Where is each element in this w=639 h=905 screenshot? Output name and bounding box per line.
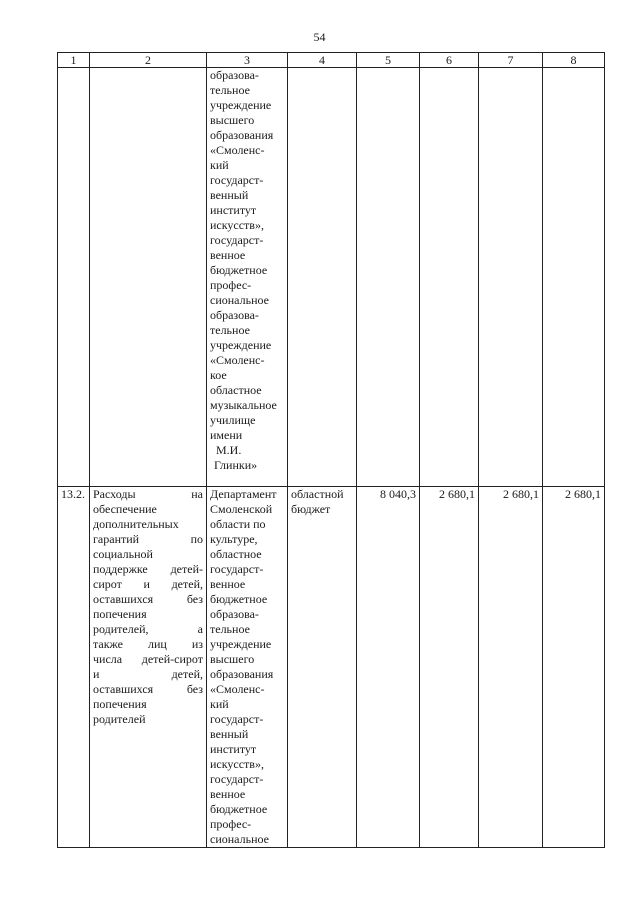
row-number-cell — [58, 68, 90, 487]
year1-cell: 2 680,1 — [420, 487, 479, 848]
text-line: оставшихся без — [93, 592, 203, 606]
year2-cell — [479, 68, 543, 487]
text-line: попечения — [93, 607, 147, 621]
text-line: поддержке детей- — [93, 562, 203, 576]
text-line: кий — [210, 158, 229, 172]
text-line: культуре, — [210, 532, 258, 546]
text-line: бюджетное — [210, 592, 268, 606]
text-line: тельное — [210, 622, 250, 636]
executor-cell — [207, 487, 288, 848]
text-line: институт — [210, 203, 257, 217]
page-number: 54 — [313, 30, 326, 44]
text-line: училище — [210, 413, 256, 427]
text-line: высшего — [210, 652, 255, 666]
year3-cell — [543, 68, 605, 487]
text-line: Департамент — [210, 487, 277, 501]
text-line: государст- — [210, 712, 264, 726]
text-line: венный — [210, 727, 249, 741]
year1-cell — [420, 68, 479, 487]
text-line: высшего — [210, 113, 255, 127]
text-line: родителей, а — [93, 622, 203, 636]
text-line: кое — [210, 368, 227, 382]
text-line: Расходы на — [93, 487, 203, 501]
text-line: областное — [210, 383, 262, 397]
text-line: кий — [210, 697, 229, 711]
text-line: искусств», — [210, 757, 264, 771]
text-line: гарантий по — [93, 532, 203, 546]
text-line: учреждение — [210, 637, 272, 651]
source-cell — [288, 487, 357, 848]
budget-table — [57, 52, 605, 848]
text-line: бюджетное — [210, 263, 268, 277]
text-line: венное — [210, 248, 246, 262]
column-header: 2 — [90, 53, 207, 68]
text-line: областное — [210, 547, 262, 561]
text-line: оставшихся без — [93, 682, 203, 696]
total-cell: 8 040,3 — [357, 487, 420, 848]
description-cell — [90, 487, 207, 848]
text-line: государст- — [210, 772, 264, 786]
text-line: учреждение — [210, 98, 272, 112]
row-number-cell: 13.2. — [58, 487, 90, 848]
table-row — [58, 68, 605, 487]
column-header: 6 — [420, 53, 479, 68]
text-line: государст- — [210, 173, 264, 187]
text-line: образования — [210, 667, 274, 681]
column-header: 8 — [543, 53, 605, 68]
text-line: тельное — [210, 83, 250, 97]
description-cell — [90, 68, 207, 487]
text-line: образова- — [210, 308, 259, 322]
text-line: венное — [210, 577, 246, 591]
text-line: образова- — [210, 607, 259, 621]
text-line: обеспечение — [93, 502, 157, 516]
text-line: «Смоленс- — [210, 143, 265, 157]
text-line: Глинки» — [214, 458, 258, 472]
text-line: попечения — [93, 697, 147, 711]
text-line: сиональное — [210, 832, 269, 846]
text-line: «Смоленс- — [210, 353, 265, 367]
text-line: также лиц из — [93, 637, 203, 651]
text-line: венный — [210, 188, 249, 202]
executor-cell — [207, 68, 288, 487]
text-line: М.И. — [216, 443, 242, 457]
text-line: профес- — [210, 278, 252, 292]
text-line: образования — [210, 128, 274, 142]
column-header: 3 — [207, 53, 288, 68]
column-header: 1 — [58, 53, 90, 68]
text-line: учреждение — [210, 338, 272, 352]
text-line: государст- — [210, 562, 264, 576]
source-cell — [288, 68, 357, 487]
text-line: искусств», — [210, 218, 264, 232]
text-line: бюджетное — [210, 802, 268, 816]
text-line: образова- — [210, 68, 259, 82]
text-line: бюджет — [291, 502, 331, 516]
text-line: социальной — [93, 547, 153, 561]
year3-cell: 2 680,1 — [543, 487, 605, 848]
text-line: профес- — [210, 817, 252, 831]
text-line: областной — [291, 487, 344, 501]
text-line: «Смоленс- — [210, 682, 265, 696]
text-line: сиональное — [210, 293, 269, 307]
text-line: Смоленской — [210, 502, 273, 516]
column-header: 4 — [288, 53, 357, 68]
text-line: области по — [210, 517, 266, 531]
column-number-row — [58, 53, 605, 68]
text-line: музыкальное — [210, 398, 277, 412]
text-line: дополнительных — [93, 517, 179, 531]
total-cell — [357, 68, 420, 487]
text-line: тельное — [210, 323, 250, 337]
text-line: имени — [210, 428, 243, 442]
year2-cell: 2 680,1 — [479, 487, 543, 848]
text-line: сирот и детей, — [93, 577, 203, 591]
text-line: институт — [210, 742, 257, 756]
text-line: родителей — [93, 712, 146, 726]
column-header: 5 — [357, 53, 420, 68]
text-line: венное — [210, 787, 246, 801]
text-line: и детей, — [93, 667, 203, 681]
text-line: государст- — [210, 233, 264, 247]
table-row — [58, 487, 605, 848]
text-line: числа детей-сирот — [93, 652, 203, 666]
column-header: 7 — [479, 53, 543, 68]
